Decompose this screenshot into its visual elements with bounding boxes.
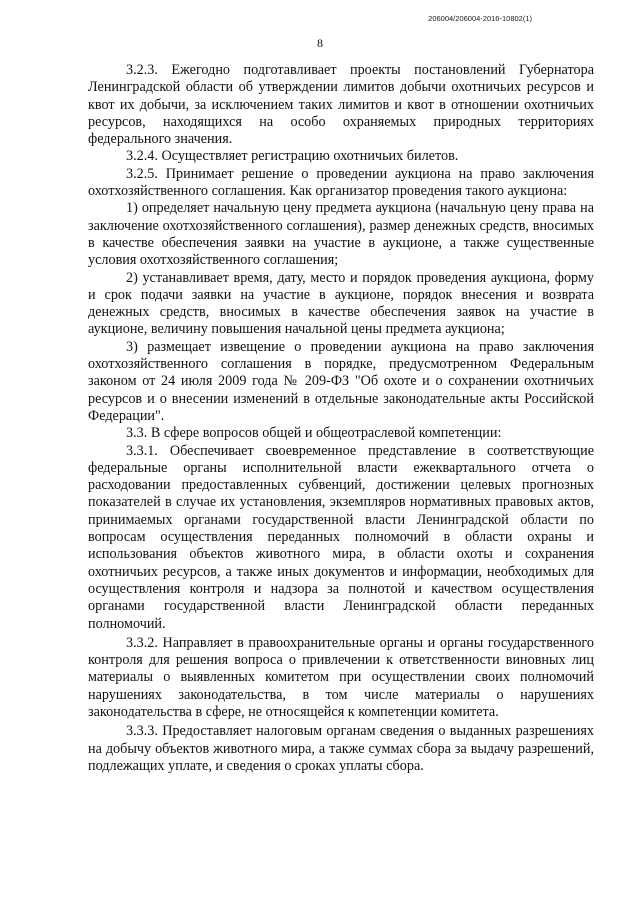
paragraph-3-2-5: 3.2.5. Принимает решение о проведении аукциона на право заключения охотхозяйственного соглашения. Как организатор проведения такого аукциона: bbox=[88, 165, 594, 200]
page-number: 8 bbox=[317, 36, 323, 50]
document-body bbox=[88, 62, 594, 775]
paragraph-3-3-3: 3.3.3. Предоставляет налоговым органам сведения о выданных разрешениях на добычу объектов животного мира, а также суммах сбора за выдачу разрешений, подлежащих уплате, и сведения о сроках уплаты сбора. bbox=[88, 723, 594, 774]
paragraph-3-2-3: 3.2.3. Ежегодно подготавливает проекты постановлений Губернатора Ленинградской области об утверждении лимитов добычи охотничьих ресурсов и квот их добычи, за исключением таких лимитов и квот в отношении охотничьих ресурсов, находящихся на особо охраняемых природных территориях федерального значения. bbox=[88, 62, 594, 148]
paragraph-3-2-4: 3.2.4. Осуществляет регистрацию охотничьих билетов. bbox=[126, 148, 459, 165]
paragraph-3-3-1: 3.3.1. Обеспечивает своевременное представление в соответствующие федеральные органы исполнительной власти ежеквартального отчета о расходовании предоставленных субвенций, достижении целевых прогнозных показателей в случае их установления, экземпляров нормативных правовых актов, принимаемых органами государственной власти Ленинградской области по вопросам осуществления переданных полномочий в области охраны и использования объектов животного мира, в области охоты и сохранения охотничьих ресурсов, а также иных документов и информации, необходимых для осуществления контроля и надзора за полнотой и качеством осуществления органами государственной власти Ленинградской области переданных полномочий. bbox=[88, 442, 594, 632]
list-item-2: 2) устанавливает время, дату, место и порядок проведения аукциона, форму и срок подачи заявки на участие в аукционе, порядок внесения и возврата денежных средств, вносимых в качестве обеспечения заявок на участие в аукционе, величину повышения начальной цены предмета аукциона; bbox=[88, 269, 594, 338]
document-id: 206004/206004-2016-10802(1) bbox=[428, 14, 532, 23]
list-item-1: 1) определяет начальную цену предмета аукциона (начальную цену права на заключение охотхозяйственного соглашения), размер денежных средств, вносимых в качестве обеспечения заявки на участие в аукционе, а также существенные условия охотхозяйственного соглашения; bbox=[88, 200, 594, 269]
paragraph-3-3-2: 3.3.2. Направляет в правоохранительные органы и органы государственного контроля для решения вопроса о привлечении к ответственности виновных лиц материалы о выявленных комитетом при осуществлении своих полномочий нарушениях законодательства, в том числе материалы о нарушениях законодательства в сфере, не относящейся к компетенции комитета. bbox=[88, 634, 594, 720]
section-3-3-heading: 3.3. В сфере вопросов общей и общеотраслевой компетенции: bbox=[126, 425, 502, 442]
list-item-3: 3) размещает извещение о проведении аукциона на право заключения охотхозяйственного соглашения в порядке, предусмотренном Федеральным законом от 24 июля 2009 года № 209-ФЗ "Об охоте и о сохранении охотничьих ресурсов и о внесении изменений в отдельные законодательные акты Российской Федерации". bbox=[88, 338, 594, 424]
